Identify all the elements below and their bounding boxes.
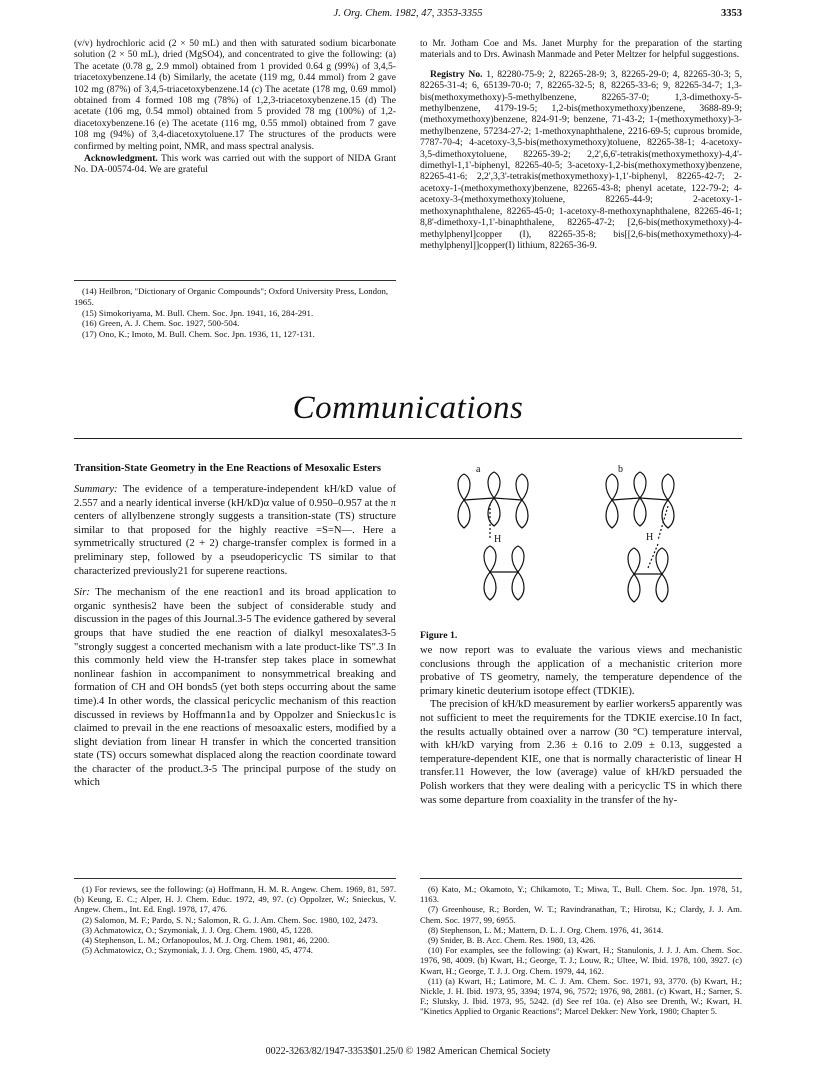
figure-caption: Figure 1.: [420, 630, 458, 641]
hydrogen-label-a: H: [494, 534, 502, 545]
footnote: (10) For examples, see the following: (a) Kwart, H.; Stanulonis, J. J. J. Am. Chem. Soc. 1976, 98, 4009. (b) Kwart, H.; George, T. J.; Louw, R.; Ultee, W. Ibid. 1978, 100, 3927. (c) Kwart, H.; George, T. J. J. Org. Chem. 1979, 44, 162.: [420, 945, 742, 976]
section-title: Communications: [292, 390, 524, 426]
p-orbital-lobe: [488, 472, 500, 498]
p-orbital-lobe: [484, 546, 496, 572]
article-right-column: [420, 644, 742, 870]
footnote: (14) Heilbron, "Dictionary of Organic Compounds"; Oxford University Press, London, 1965.: [74, 286, 389, 307]
hydrogen-label-b: H: [646, 532, 654, 543]
sir-label: Sir:: [74, 587, 90, 599]
footnote: (1) For reviews, see the following: (a) Hoffmann, H. M. R. Angew. Chem. 1969, 81, 597. (b) Keung, E. C.; Alper, H. J. Chem. Educ. 1972, 49, 97. (c) Oppolzer, W.; Snieckus, V. Angew. Chem., Int. Ed. Engl. 1978, 17, 476.: [74, 884, 396, 915]
page-number: 3353: [721, 8, 742, 19]
p-orbital-lobe: [516, 500, 528, 528]
footnote: (3) Achmatowicz, O.; Szymoniak, J. J. Org. Chem. 1980, 45, 1228.: [82, 924, 313, 935]
registry-label: Registry No.: [430, 68, 483, 80]
top-left-footnotes: [74, 286, 396, 340]
section-divider: [74, 438, 742, 439]
footnote-divider: [420, 878, 742, 879]
orbital-structure-a: [458, 472, 528, 600]
p-orbital-lobe: [512, 546, 524, 572]
p-orbital-lobe: [656, 574, 668, 602]
bond-line: [494, 498, 522, 500]
page-footer: 0022-3263/82/1947-3353$01.25/0 © 1982 American Chemical Society: [265, 1046, 551, 1057]
footnote: (6) Kato, M.; Okamoto, Y.; Chikamoto, T.; Miwa, T., Bull. Chem. Soc. Jpn. 1978, 51, 1163.: [420, 884, 742, 905]
sir-text: The mechanism of the ene reaction1 and its broad application to organic synthesis2 have been the subject of considerable study and discussion in the pages of this Journal.3-5 The evidence gathered by several groups that have studied the ene reaction of dialkyl mesoxalates3-5 "strongly suggest a concerted mechanism with a late product-like TS".3 In this commonly held view the H-transfer step takes place in somewhat nonlinear fashion in accompaniment to nonsymmetrical breaking and formation of CH and OH bonds5 (yet both steps occurring about the same time).4 In other words, the classical pericyclic mechanism of this reaction discussed in reviews by Hoffmann1a and by Oppolzer and Snieckus1c is claimed to prevail in the ene reactions of mesoaxalic esters, modified by a slight deviation from linear H transfer in which the concerted transition state (TS) occurs somewhat displaced along the reaction coordinate toward the character of the product.3-5 The principal purpose of the study on which: [74, 587, 396, 789]
footnote: (4) Stephenson, L. M.; Orfanopoulos, M. J. Org. Chem. 1981, 46, 2200.: [82, 935, 330, 946]
article-left-column: [74, 462, 396, 872]
thanks-paragraph: to Mr. Jotham Coe and Ms. Janet Murphy for the preparation of the starting materials and to Drs. Awinash Manmade and Peter Meltzer for helpful suggestions.: [420, 38, 742, 61]
orbital-diagram: [432, 464, 742, 626]
summary-label: Summary:: [74, 484, 118, 495]
footnote: (16) Green, A. J. Chem. Soc. 1927, 500-504.: [82, 318, 240, 329]
p-orbital-lobe: [516, 474, 528, 500]
body-paragraph: The precision of kH/kD measurement by earlier workers5 apparently was not sufficient to meet the requirements for the TDKIE exercise.10 In fact, the results actually obtained over a narrow (30 °C) temperature interval, with kH/kD varying from 2.36 ± 0.16 to 2.09 ± 0.13, suggested a temperature-dependent KIE, one that is normally characteristic of linear H transfer.11 However, the low (average) value of kH/kD persuaded the Polish workers that they were dealing with a pericyclic TS in which there was some departure from coaxiality in the transfer of the hy-: [420, 699, 742, 806]
p-orbital-lobe: [512, 572, 524, 600]
figure-label-a: a: [476, 464, 481, 475]
acknowledgment-label: Acknowledgment.: [84, 153, 158, 165]
experimental-paragraph: (v/v) hydrochloric acid (2 × 50 mL) and then with saturated sodium bicarbonate solution (2 × 50 mL), dried (MgSO4), and concentrated to give the following: (a) The acetate (0.78 g, 2.9 mmol) obtained from 1 provided 0.64 g (99%) of 3,4,5-triacetoxybenzene.14 (b) Similarly, the acetate (119 mg, 0.44 mmol) from 2 gave 102 mg (87%) of 3,4,5-triacetoxybenzene.14 (c) The acetate (178 mg, 0.69 mmol) obtained from 4 formed 108 mg (78%) of 1,2,3-triacetoxybenzene.15 (d) The acetate (106 mg, 0.54 mmol) obtained from 5 provided 78 mg (100%) of 1,2-diacetoxybenzene.16 (e) The acetate (116 mg, 0.55 mmol) obtained from 7 gave 108 mg (94%) of 3,4-diacetoxytoluene.17 The structures of the products were confirmed by melting point, NMR, and mass spectral analysis.: [74, 38, 396, 152]
figure-1: [432, 464, 742, 626]
journal-citation: J. Org. Chem. 1982, 47, 3353-3355: [333, 8, 483, 19]
footnote: (9) Snider, B. B. Acc. Chem. Res. 1980, 13, 426.: [428, 935, 596, 946]
orbital-structure-b: [606, 472, 674, 602]
top-left-column: [74, 38, 396, 250]
footnote: (11) (a) Kwart, H.; Latimore, M. C. J. Am. Chem. Soc. 1971, 93, 3770. (b) Kwart, H.; Nickle, J. H. Ibid. 1973, 95, 3394; 1974, 96, 7572; 1976, 98, 2881. (c) Kwart, H.; Sarner, S. F.; Slutsky, J. Ibid. 1973, 95, 5242. (d) See ref 10a. (e) Also see Drenth, W.; Kwart, H. "Kinetics Applied to Organic Reactions"; Marcel Dekker: New York, 1980; Chapter 5.: [420, 975, 742, 1017]
p-orbital-lobe: [606, 474, 618, 500]
p-orbital-lobe: [484, 572, 496, 600]
bottom-right-footnotes: [420, 884, 742, 1017]
footnote-divider: [74, 878, 396, 879]
footnote: (7) Greenhouse, R.; Borden, W. T.; Ravindranathan, T.; Hirotsu, K.; Clardy, J. J. Am. Chem. Soc. 1977, 99, 6955.: [420, 904, 742, 925]
footnote: (8) Stephenson, L. M.; Mattern, D. L. J. Org. Chem. 1976, 41, 3614.: [428, 924, 664, 935]
acknowledgment-paragraph: [74, 153, 396, 176]
footnote: (17) Ono, K.; Imoto, M. Bull. Chem. Soc. Jpn. 1936, 11, 127-131.: [82, 329, 315, 340]
bottom-left-footnotes: [74, 884, 396, 955]
article-title: Transition-State Geometry in the Ene Reactions of Mesoxalic Esters: [74, 463, 381, 474]
bond-line: [464, 498, 494, 500]
registry-text: 1, 82280-75-9; 2, 82265-28-9; 3, 82265-29-0; 4, 82265-30-3; 5, 82265-31-4; 6, 65139-70-0; 7, 82265-32-5; 8, 82265-33-6; 9, 82265-34-7; 1,3-bis(methoxymethoxy)-5-methylbenzene, 82265-37-0; 1,3-dimethoxy-5-methylbenzene, 4179-19-5; 1,2-bis(methoxymethoxy)benzene, 3688-89-9; (methoxymethoxy)benzene, 824-91-9; benzene, 71-43-2; 1-(methoxymethoxy)-3-methylbenzene, 57234-27-2; 1-methoxynaphthalene, 2216-69-5; cuprous bromide, 7787-70-4; 4-acetoxy-3,5-bis(methoxymethoxy)toluene, 82265-38-1; 4-acetoxy-3,5-dimethoxytoluene, 82265-39-2; 2,2',6,6'-tetrakis(methoxymethoxy)-4,4'-dimethyl-1,1'-biphenyl, 82265-40-5; 3-acetoxy-1,2-bis(methoxymethoxy)benzene, 82265-41-6; 2,2',3,3'-tetrakis(methoxymethoxy)-1,1'-biphenyl, 82265-42-7; 2-acetoxy-1-(methoxymethoxy)benzene, 82265-43-8; phenyl acetate, 122-79-2; 4-acetoxy-3-(methoxymethoxy)toluene, 82265-44-9; 2-acetoxy-1-methoxynaphthalene, 82265-45-0; 1-acetoxy-8-methoxynaphthalene, 82265-46-1; 8,8'-dimethoxy-1,1'-binaphthalene, 82265-47-2; [2,6-bis(methoxymethoxy)-4-methylphenyl]copper (I), 82265-35-8; bis[[2,6-bis(methoxymethoxy)-4-methylphenyl]]copper(I) lithium, 82265-36-9.: [420, 68, 742, 251]
p-orbital-lobe: [634, 472, 646, 498]
summary-paragraph: [74, 483, 396, 578]
footnote: (5) Achmatowicz, O.; Szymoniak, J. J. Org. Chem. 1980, 45, 4774.: [82, 945, 313, 956]
summary-text: The evidence of a temperature-independent kH/kD value of 2.557 and a nearly identical inverse (kH/kD)α value of 0.950–0.957 at the π centers of allylbenzene strongly suggests a transition-state (TS) structure similar to that proposed for the highly reactive =S=N—. Here a symmetrically structured (2 + 2) charge-transfer complex is formed in a preliminary step, followed by a pseudopericyclic TS similar to that characterized previously21 for superene reactions.: [74, 484, 396, 577]
p-orbital-lobe: [634, 498, 646, 526]
p-orbital-lobe: [656, 548, 668, 574]
footnote: (2) Salomon, M. F.; Pardo, S. N.; Salomon, R. G. J. Am. Chem. Soc. 1980, 102, 2473.: [82, 914, 378, 925]
footnote: (15) Simokoriyama, M. Bull. Chem. Soc. Jpn. 1941, 16, 284-291.: [82, 307, 314, 318]
figure-label-b: b: [618, 464, 623, 475]
p-orbital-lobe: [628, 548, 640, 574]
bond-line: [612, 498, 640, 500]
p-orbital-lobe: [628, 574, 640, 602]
top-right-column: [420, 38, 742, 370]
acknowledgment-text: This work was carried out with the support of NIDA Grant No. DA-00574-04. We are grateful: [74, 153, 396, 176]
registry-paragraph: [420, 69, 742, 252]
page-header: [74, 8, 742, 24]
p-orbital-lobe: [458, 474, 470, 500]
footnote-divider: [74, 280, 396, 281]
p-orbital-lobe: [606, 500, 618, 528]
body-paragraph: we now report was to evaluate the various views and mechanistic conclusions through the application of a mechanistic criterion more probative of TS geometry, namely, the temperature dependence of the primary kinetic deuterium isotope effect (TDKIE).: [420, 645, 742, 697]
bond-line: [640, 498, 668, 500]
sir-paragraph: [74, 586, 396, 790]
p-orbital-lobe: [662, 474, 674, 500]
p-orbital-lobe: [662, 500, 674, 528]
p-orbital-lobe: [458, 500, 470, 528]
